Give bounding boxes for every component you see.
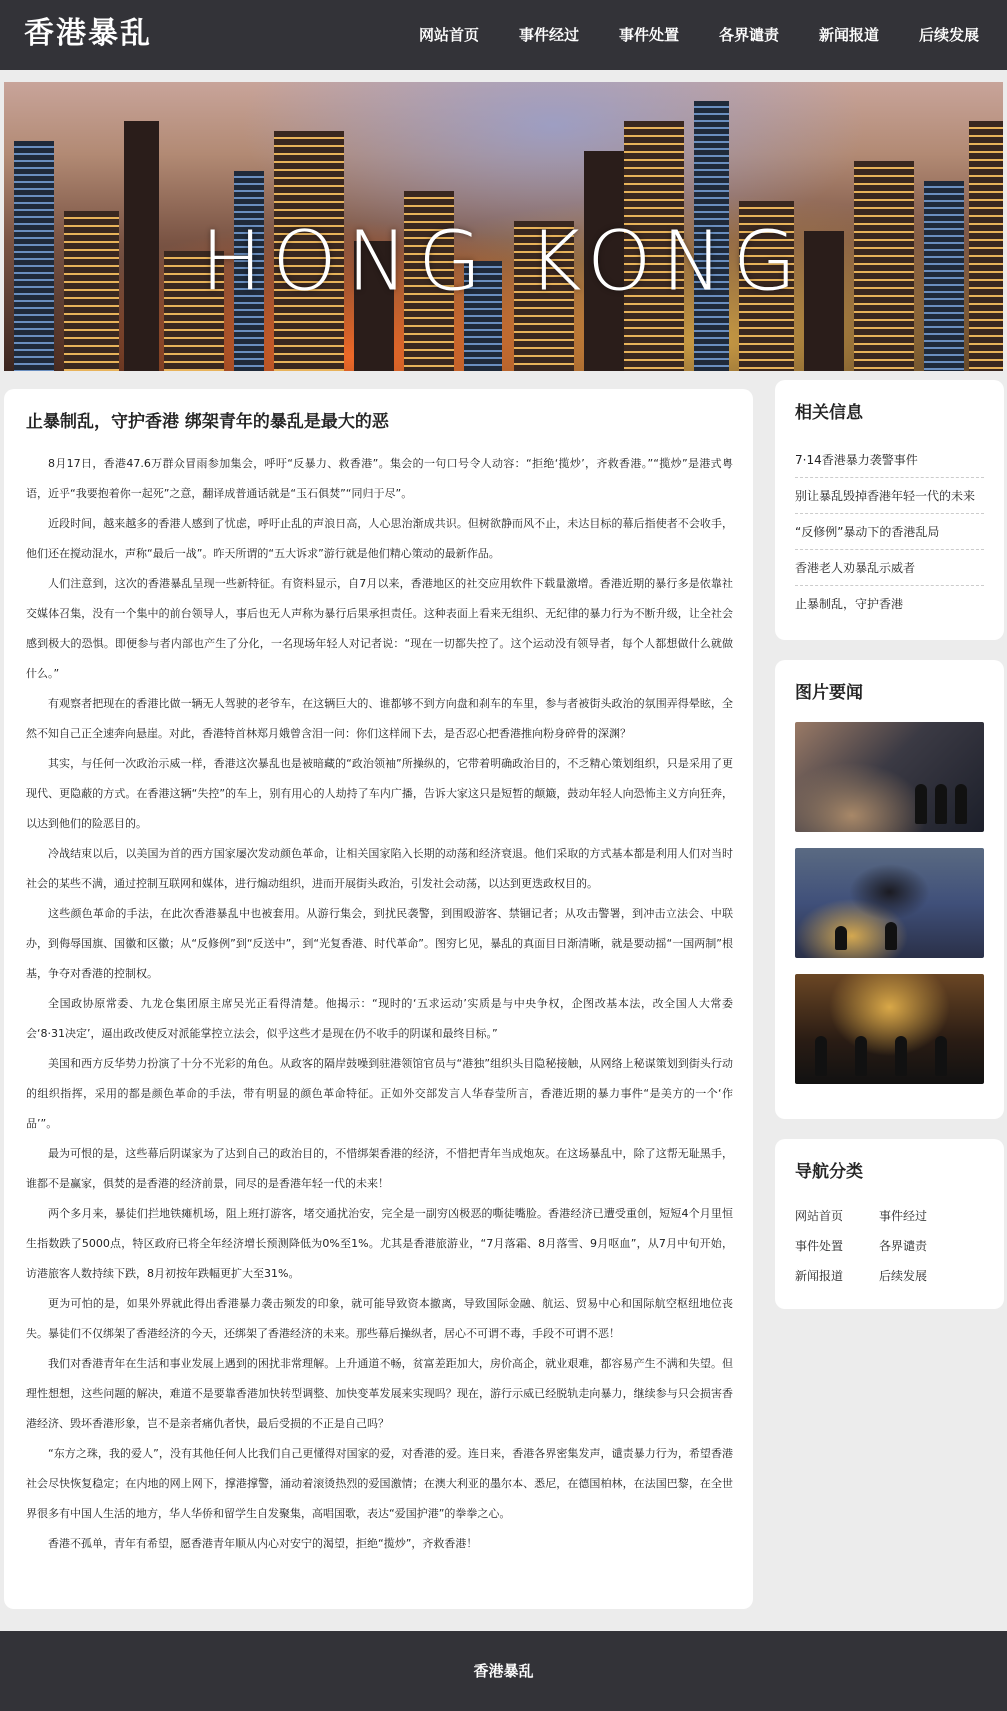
site-logo[interactable]: 香港暴乱 [24, 16, 152, 51]
news-photo[interactable] [795, 974, 984, 1084]
related-list [795, 442, 984, 622]
banner-title: HONG KONG [200, 214, 807, 310]
photo-news-card [775, 660, 1004, 1119]
article-paragraph: 这些颜色革命的手法，在此次香港暴乱中也被套用。从游行集会，到扰民袭警，到围殴游客、禁锢记者；从攻击警署，到冲击立法会、中联办，到侮辱国旗、国徽和区徽；从“反修例”到“反送中”，到“光复香港、时代革命”。图穷匕见，暴乱的真面目日渐清晰，就是要动摇“一国两制”根基，争夺对香港的控制权。 [26, 907, 733, 980]
related-link[interactable]: 别让暴乱毁掉香港年轻一代的未来 [795, 478, 984, 514]
nav-follow-up[interactable]: 后续发展 [918, 26, 979, 44]
article-paragraph: 有观察者把现在的香港比做一辆无人驾驶的老爷车，在这辆巨大的、谁都够不到方向盘和刹车的车里，参与者被街头政治的氛围弄得晕眩，全然不知自己正全速奔向悬崖。对此，香港特首林郑月娥曾含泪一问：你们这样闹下去，是否忍心把香港推向粉身碎骨的深渊？ [26, 697, 733, 740]
related-info-heading: 相关信息 [795, 403, 863, 423]
related-link[interactable]: 止暴制乱，守护香港 [795, 597, 904, 611]
article-paragraph: 8月17日，香港47.6万群众冒雨参加集会，呼吁“反暴力、救香港”。集会的一句口号令人动容：“拒绝‘揽炒’，齐救香港。”“揽炒”是港式粤语，近乎“我要抱着你一起死”之意，翻译成普通话就是“玉石俱焚”“同归于尽”。 [26, 457, 733, 500]
category-link[interactable]: 事件处置 [795, 1239, 844, 1253]
site-header [0, 0, 1007, 70]
nav-news[interactable]: 新闻报道 [818, 26, 879, 44]
article-paragraph: “东方之珠，我的爱人”，没有其他任何人比我们自己更懂得对国家的爱，对香港的爱。连日来，香港各界密集发声，谴责暴力行为，希望香港社会尽快恢复稳定；在内地的网上网下，撑港撑警，涌动着滚烫热烈的爱国激情；在澳大利亚的墨尔本、悉尼，在德国柏林，在法国巴黎，在全世界很多有中国人生活的地方，华人华侨和留学生自发聚集，高唱国歌，表达“爱国护港”的拳拳之心。 [26, 1447, 733, 1520]
nav-condemnation[interactable]: 各界谴责 [718, 26, 779, 44]
article-paragraph: 我们对香港青年在生活和事业发展上遇到的困扰非常理解。上升通道不畅，贫富差距加大，房价高企，就业艰难，都容易产生不满和失望。但理性想想，这些问题的解决，难道不是要靠香港加快转型调整、加快变革发展来实现吗？现在，游行示威已经脱轨走向暴力，继续参与只会损害香港经济、毁坏香港形象，岂不是亲者痛仇者快，最后受损的不正是自己吗？ [26, 1357, 733, 1430]
article-paragraph: 更为可怕的是，如果外界就此得出香港暴力袭击频发的印象，就可能导致资本撤离，导致国际金融、航运、贸易中心和国际航空枢纽地位丧失。暴徒们不仅绑架了香港经济的今天，还绑架了香港经济的未来。那些幕后操纵者，居心不可谓不毒，手段不可谓不恶！ [26, 1297, 733, 1340]
related-link[interactable]: “反修例”暴动下的香港乱局 [795, 514, 984, 550]
article-paragraph: 美国和西方反华势力扮演了十分不光彩的角色。从政客的隔岸鼓噪到驻港领馆官员与“港独”组织头目隐秘接触，从网络上秘谋策划到街头行动的组织指挥，采用的都是颜色革命的手法，带有明显的颜色革命特征。正如外交部发言人华春莹所言，香港近期的暴力事件“是美方的一个‘作品’”。 [26, 1057, 733, 1130]
category-link[interactable]: 新闻报道 [795, 1269, 844, 1283]
article-paragraph: 其实，与任何一次政治示威一样，香港这次暴乱也是被暗藏的“政治领袖”所操纵的，它带着明确政治目的，不乏精心策划组织，只是采用了更现代、更隐蔽的方式。在香港这辆“失控”的车上，别有用心的人劫持了车内广播，告诉大家这只是短暂的颠簸，鼓动年轻人向恐怖主义方向狂奔，以达到他们的险恶目的。 [26, 757, 733, 830]
category-grid [795, 1201, 984, 1291]
footer-text: 香港暴乱 [473, 1662, 534, 1680]
category-link[interactable]: 后续发展 [879, 1269, 928, 1283]
nav-event-process[interactable]: 事件经过 [518, 26, 579, 44]
article-paragraph: 两个多月来，暴徒们拦地铁瘫机场，阻上班打游客，堵交通扰治安，完全是一副穷凶极恶的嘶徒嘴脸。香港经济已遭受重创，短短4个月里恒生指数跌了5000点，特区政府已将全年经济增长预测降低为0%至1%。尤其是香港旅游业，“7月落霜、8月落雪、9月呕血”，从7月中旬开始，访港旅客人数持续下跌，8月初按年跌幅更扩大至31%。 [26, 1207, 733, 1280]
article-paragraph: 冷战结束以后，以美国为首的西方国家屡次发动颜色革命，让相关国家陷入长期的动荡和经济衰退。他们采取的方式基本都是利用人们对当时社会的某些不满，通过控制互联网和媒体，进行煽动组织，进而开展街头政治，引发社会动荡，以达到更迭政权目的。 [26, 847, 733, 890]
related-link[interactable]: 7·14香港暴力袭警事件 [795, 442, 984, 478]
article [4, 389, 753, 1609]
site-footer [0, 1631, 1007, 1711]
nav-event-handling[interactable]: 事件处置 [618, 26, 679, 44]
article-paragraph: 香港不孤单，青年有希望，愿香港青年顺从内心对安宁的渴望，拒绝“揽炒”，齐救香港！ [48, 1537, 478, 1550]
category-link[interactable]: 各界谴责 [879, 1239, 928, 1253]
article-paragraph: 近段时间，越来越多的香港人感到了忧虑，呼吁止乱的声浪日高，人心思治渐成共识。但树欲静而风不止，未达目标的幕后指使者不会收手，他们还在搅动混水，声称“最后一战”。昨天所谓的“五大诉求”游行就是他们精心策动的最新作品。 [26, 517, 733, 560]
article-title: 止暴制乱，守护香港 绑架青年的暴乱是最大的恶 [26, 412, 389, 432]
article-paragraph: 人们注意到，这次的香港暴乱呈现一些新特征。有资料显示，自7月以来，香港地区的社交应用软件下载量激增。香港近期的暴行多是依靠社交媒体召集，没有一个集中的前台领导人，事后也无人声称为暴行后果承担责任。这种表面上看来无组织、无纪律的暴力行为不断升级，让全社会感到极大的恐惧。即便参与者内部也产生了分化，一名现场年轻人对记者说：“现在一切都失控了。这个运动没有领导者，每个人都想做什么就做什么。” [26, 577, 733, 680]
main-nav [399, 0, 999, 70]
photo-news-heading: 图片要闻 [795, 683, 863, 703]
article-paragraph: 全国政协原常委、九龙仓集团原主席吴光正看得清楚。他揭示：“现时的‘五求运动’实质是与中央争权，企图改基本法，改全国人大常委会‘8·31决定’，逼出政改使反对派能掌控立法会，似乎这些才是现在仍不收手的阴谋和最终目标。” [26, 997, 733, 1040]
news-photo[interactable] [795, 722, 984, 832]
hero-banner-image [4, 82, 1003, 371]
category-link[interactable]: 事件经过 [879, 1209, 928, 1223]
related-link[interactable]: 香港老人劝暴乱示威者 [795, 550, 984, 586]
news-photo[interactable] [795, 848, 984, 958]
nav-category-card [775, 1139, 1004, 1309]
nav-category-heading: 导航分类 [795, 1162, 863, 1182]
related-info-card [775, 380, 1004, 640]
nav-home[interactable]: 网站首页 [418, 26, 479, 44]
category-link[interactable]: 网站首页 [795, 1209, 844, 1223]
article-paragraph: 最为可恨的是，这些幕后阴谋家为了达到自己的政治目的，不惜绑架香港的经济，不惜把青年当成炮灰。在这场暴乱中，除了这帮无耻黑手，谁都不是赢家，俱焚的是香港的经济前景，同尽的是香港年轻一代的未来！ [26, 1147, 733, 1190]
